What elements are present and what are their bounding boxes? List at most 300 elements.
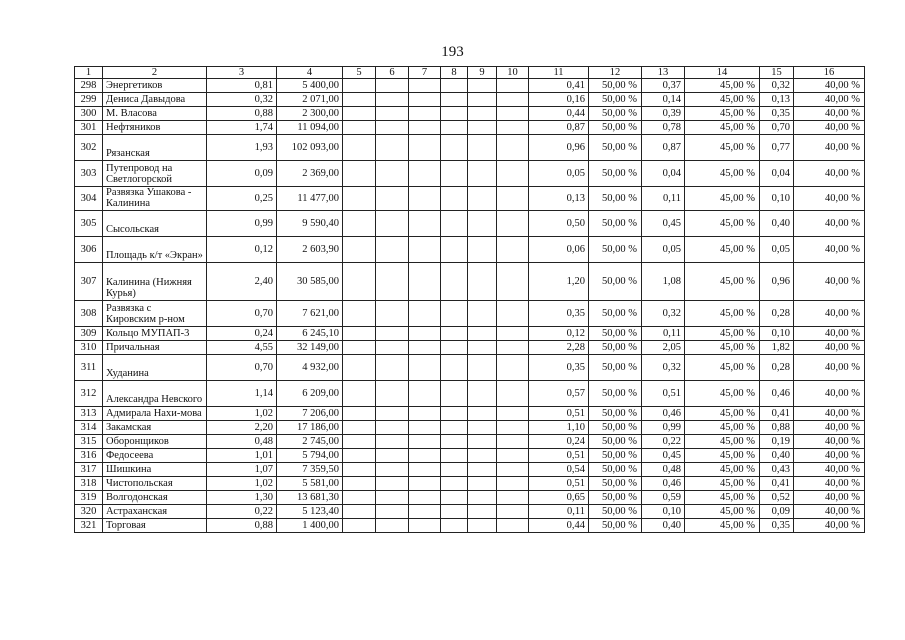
value-col-11: 0,35 [529, 301, 589, 327]
value-col-15: 0,88 [760, 421, 794, 435]
empty-cell [497, 187, 529, 211]
empty-cell [468, 463, 497, 477]
table-row [75, 355, 865, 381]
empty-cell [468, 449, 497, 463]
column-header: 12 [589, 67, 642, 79]
value-col-13: 0,46 [642, 477, 685, 491]
value-col-11: 0,16 [529, 93, 589, 107]
empty-cell [497, 107, 529, 121]
empty-cell [409, 505, 441, 519]
percent-col-14: 45,00 % [685, 93, 760, 107]
value-col-11: 1,10 [529, 421, 589, 435]
value-col-13: 0,05 [642, 237, 685, 263]
empty-cell [441, 187, 468, 211]
value-col-11: 0,57 [529, 381, 589, 407]
empty-cell [497, 407, 529, 421]
empty-cell [343, 421, 376, 435]
value-col-11: 0,96 [529, 135, 589, 161]
table-row [75, 449, 865, 463]
row-number: 304 [75, 187, 103, 211]
percent-col-14: 45,00 % [685, 435, 760, 449]
empty-cell [441, 407, 468, 421]
empty-cell [468, 477, 497, 491]
value-col-15: 0,41 [760, 477, 794, 491]
row-number: 303 [75, 161, 103, 187]
empty-cell [468, 327, 497, 341]
percent-col-16: 40,00 % [794, 237, 865, 263]
value-col-15: 1,82 [760, 341, 794, 355]
row-number: 310 [75, 341, 103, 355]
column-header: 8 [441, 67, 468, 79]
empty-cell [497, 135, 529, 161]
area-value: 5 400,00 [277, 79, 343, 93]
value-col-13: 0,39 [642, 107, 685, 121]
length-value: 0,32 [207, 93, 277, 107]
street-name: Путепровод на Светлогорской [103, 161, 207, 187]
area-value: 11 094,00 [277, 121, 343, 135]
percent-col-16: 40,00 % [794, 121, 865, 135]
empty-cell [441, 463, 468, 477]
value-col-13: 0,40 [642, 519, 685, 533]
area-value: 5 581,00 [277, 477, 343, 491]
percent-col-14: 45,00 % [685, 327, 760, 341]
empty-cell [441, 341, 468, 355]
percent-col-12: 50,00 % [589, 121, 642, 135]
empty-cell [497, 79, 529, 93]
empty-cell [409, 381, 441, 407]
empty-cell [497, 421, 529, 435]
percent-col-14: 45,00 % [685, 121, 760, 135]
table-row [75, 211, 865, 237]
length-value: 0,24 [207, 327, 277, 341]
value-col-13: 0,78 [642, 121, 685, 135]
row-number: 305 [75, 211, 103, 237]
empty-cell [468, 121, 497, 135]
street-name: Астраханская [103, 505, 207, 519]
street-name: Федосеева [103, 449, 207, 463]
percent-col-14: 45,00 % [685, 135, 760, 161]
empty-cell [409, 161, 441, 187]
value-col-13: 0,32 [642, 355, 685, 381]
street-name: Калинина (Нижняя Курья) [103, 263, 207, 301]
empty-cell [343, 435, 376, 449]
value-col-11: 0,05 [529, 161, 589, 187]
empty-cell [468, 135, 497, 161]
percent-col-14: 45,00 % [685, 211, 760, 237]
percent-col-12: 50,00 % [589, 491, 642, 505]
value-col-15: 0,96 [760, 263, 794, 301]
empty-cell [441, 93, 468, 107]
street-name: Закамская [103, 421, 207, 435]
percent-col-14: 45,00 % [685, 505, 760, 519]
value-col-13: 2,05 [642, 341, 685, 355]
column-header: 13 [642, 67, 685, 79]
empty-cell [409, 491, 441, 505]
empty-cell [409, 327, 441, 341]
empty-cell [441, 381, 468, 407]
percent-col-12: 50,00 % [589, 161, 642, 187]
length-value: 2,20 [207, 421, 277, 435]
empty-cell [468, 435, 497, 449]
value-col-11: 0,13 [529, 187, 589, 211]
data-table [74, 66, 865, 533]
empty-cell [497, 381, 529, 407]
percent-col-16: 40,00 % [794, 327, 865, 341]
empty-cell [376, 301, 409, 327]
value-col-13: 0,59 [642, 491, 685, 505]
street-name: Энергетиков [103, 79, 207, 93]
length-value: 4,55 [207, 341, 277, 355]
empty-cell [441, 449, 468, 463]
value-col-13: 0,45 [642, 211, 685, 237]
empty-cell [376, 107, 409, 121]
empty-cell [343, 477, 376, 491]
percent-col-12: 50,00 % [589, 237, 642, 263]
length-value: 0,48 [207, 435, 277, 449]
row-number: 317 [75, 463, 103, 477]
area-value: 5 794,00 [277, 449, 343, 463]
percent-col-12: 50,00 % [589, 79, 642, 93]
empty-cell [497, 211, 529, 237]
percent-col-16: 40,00 % [794, 491, 865, 505]
percent-col-12: 50,00 % [589, 135, 642, 161]
street-name: Площадь к/т «Экран» [103, 237, 207, 263]
column-header: 10 [497, 67, 529, 79]
percent-col-14: 45,00 % [685, 301, 760, 327]
row-number: 300 [75, 107, 103, 121]
table-row [75, 237, 865, 263]
percent-col-12: 50,00 % [589, 301, 642, 327]
area-value: 5 123,40 [277, 505, 343, 519]
empty-cell [497, 121, 529, 135]
empty-cell [409, 421, 441, 435]
empty-cell [441, 519, 468, 533]
length-value: 2,40 [207, 263, 277, 301]
row-number: 311 [75, 355, 103, 381]
empty-cell [376, 421, 409, 435]
area-value: 7 359,50 [277, 463, 343, 477]
row-number: 298 [75, 79, 103, 93]
empty-cell [376, 435, 409, 449]
column-header: 3 [207, 67, 277, 79]
length-value: 1,01 [207, 449, 277, 463]
percent-col-14: 45,00 % [685, 519, 760, 533]
percent-col-12: 50,00 % [589, 463, 642, 477]
percent-col-14: 45,00 % [685, 237, 760, 263]
empty-cell [409, 93, 441, 107]
value-col-15: 0,13 [760, 93, 794, 107]
value-col-15: 0,40 [760, 449, 794, 463]
percent-col-14: 45,00 % [685, 355, 760, 381]
percent-col-12: 50,00 % [589, 381, 642, 407]
length-value: 1,14 [207, 381, 277, 407]
street-name: М. Власова [103, 107, 207, 121]
empty-cell [497, 463, 529, 477]
empty-cell [376, 327, 409, 341]
area-value: 2 603,90 [277, 237, 343, 263]
empty-cell [343, 263, 376, 301]
value-col-15: 0,43 [760, 463, 794, 477]
length-value: 0,81 [207, 79, 277, 93]
empty-cell [376, 407, 409, 421]
percent-col-16: 40,00 % [794, 301, 865, 327]
row-number: 308 [75, 301, 103, 327]
empty-cell [376, 449, 409, 463]
value-col-11: 0,35 [529, 355, 589, 381]
percent-col-12: 50,00 % [589, 93, 642, 107]
value-col-13: 0,87 [642, 135, 685, 161]
empty-cell [497, 505, 529, 519]
table-row [75, 107, 865, 121]
empty-cell [497, 301, 529, 327]
length-value: 1,74 [207, 121, 277, 135]
empty-cell [441, 421, 468, 435]
empty-cell [376, 381, 409, 407]
row-number: 302 [75, 135, 103, 161]
street-name: Торговая [103, 519, 207, 533]
street-name: Шишкина [103, 463, 207, 477]
empty-cell [441, 355, 468, 381]
empty-cell [376, 491, 409, 505]
area-value: 32 149,00 [277, 341, 343, 355]
street-name: Нефтяников [103, 121, 207, 135]
column-header: 14 [685, 67, 760, 79]
table-row [75, 477, 865, 491]
street-name: Кольцо МУПАП-3 [103, 327, 207, 341]
percent-col-16: 40,00 % [794, 477, 865, 491]
percent-col-14: 45,00 % [685, 477, 760, 491]
percent-col-16: 40,00 % [794, 341, 865, 355]
empty-cell [497, 477, 529, 491]
area-value: 4 932,00 [277, 355, 343, 381]
row-number: 315 [75, 435, 103, 449]
value-col-15: 0,40 [760, 211, 794, 237]
percent-col-14: 45,00 % [685, 463, 760, 477]
empty-cell [376, 237, 409, 263]
value-col-11: 2,28 [529, 341, 589, 355]
empty-cell [343, 327, 376, 341]
empty-cell [441, 211, 468, 237]
value-col-15: 0,09 [760, 505, 794, 519]
percent-col-16: 40,00 % [794, 407, 865, 421]
value-col-11: 0,44 [529, 519, 589, 533]
percent-col-14: 45,00 % [685, 421, 760, 435]
empty-cell [468, 211, 497, 237]
length-value: 1,02 [207, 477, 277, 491]
empty-cell [343, 491, 376, 505]
percent-col-12: 50,00 % [589, 341, 642, 355]
empty-cell [497, 355, 529, 381]
percent-col-14: 45,00 % [685, 381, 760, 407]
row-number: 319 [75, 491, 103, 505]
empty-cell [441, 79, 468, 93]
percent-col-12: 50,00 % [589, 187, 642, 211]
empty-cell [468, 93, 497, 107]
empty-cell [497, 435, 529, 449]
empty-cell [376, 121, 409, 135]
length-value: 0,99 [207, 211, 277, 237]
length-value: 1,93 [207, 135, 277, 161]
percent-col-12: 50,00 % [589, 211, 642, 237]
empty-cell [409, 107, 441, 121]
column-header: 16 [794, 67, 865, 79]
value-col-15: 0,35 [760, 107, 794, 121]
area-value: 2 369,00 [277, 161, 343, 187]
empty-cell [343, 161, 376, 187]
table-row [75, 463, 865, 477]
value-col-13: 0,45 [642, 449, 685, 463]
empty-cell [441, 263, 468, 301]
value-col-15: 0,35 [760, 519, 794, 533]
percent-col-12: 50,00 % [589, 107, 642, 121]
street-name: Волгодонская [103, 491, 207, 505]
empty-cell [497, 341, 529, 355]
row-number: 321 [75, 519, 103, 533]
empty-cell [409, 187, 441, 211]
empty-cell [343, 79, 376, 93]
empty-cell [409, 463, 441, 477]
column-header: 1 [75, 67, 103, 79]
value-col-13: 0,04 [642, 161, 685, 187]
percent-col-14: 45,00 % [685, 107, 760, 121]
empty-cell [343, 187, 376, 211]
percent-col-16: 40,00 % [794, 79, 865, 93]
street-name: Чистопольская [103, 477, 207, 491]
value-col-15: 0,28 [760, 301, 794, 327]
percent-col-14: 45,00 % [685, 161, 760, 187]
percent-col-14: 45,00 % [685, 341, 760, 355]
empty-cell [376, 263, 409, 301]
street-name: Развязка Ушакова - Калинина [103, 187, 207, 211]
row-number: 314 [75, 421, 103, 435]
empty-cell [468, 107, 497, 121]
empty-cell [343, 355, 376, 381]
value-col-13: 0,10 [642, 505, 685, 519]
length-value: 1,02 [207, 407, 277, 421]
value-col-11: 1,20 [529, 263, 589, 301]
empty-cell [497, 263, 529, 301]
length-value: 0,25 [207, 187, 277, 211]
table-row [75, 327, 865, 341]
empty-cell [468, 421, 497, 435]
empty-cell [497, 93, 529, 107]
empty-cell [441, 301, 468, 327]
empty-cell [409, 263, 441, 301]
empty-cell [441, 237, 468, 263]
empty-cell [441, 477, 468, 491]
empty-cell [409, 435, 441, 449]
value-col-11: 0,51 [529, 449, 589, 463]
column-header: 6 [376, 67, 409, 79]
percent-col-12: 50,00 % [589, 407, 642, 421]
value-col-15: 0,05 [760, 237, 794, 263]
area-value: 2 300,00 [277, 107, 343, 121]
value-col-11: 0,50 [529, 211, 589, 237]
header-row [75, 67, 865, 79]
table-row [75, 435, 865, 449]
percent-col-16: 40,00 % [794, 263, 865, 301]
row-number: 320 [75, 505, 103, 519]
value-col-13: 0,51 [642, 381, 685, 407]
value-col-13: 0,11 [642, 327, 685, 341]
street-name: Худанина [103, 355, 207, 381]
value-col-13: 0,22 [642, 435, 685, 449]
table-row [75, 519, 865, 533]
percent-col-12: 50,00 % [589, 505, 642, 519]
empty-cell [468, 505, 497, 519]
empty-cell [343, 407, 376, 421]
percent-col-16: 40,00 % [794, 421, 865, 435]
column-header: 15 [760, 67, 794, 79]
column-header: 9 [468, 67, 497, 79]
value-col-13: 0,99 [642, 421, 685, 435]
value-col-15: 0,52 [760, 491, 794, 505]
empty-cell [343, 301, 376, 327]
empty-cell [376, 211, 409, 237]
percent-col-12: 50,00 % [589, 435, 642, 449]
empty-cell [343, 211, 376, 237]
column-header: 7 [409, 67, 441, 79]
percent-col-14: 45,00 % [685, 449, 760, 463]
percent-col-12: 50,00 % [589, 421, 642, 435]
row-number: 312 [75, 381, 103, 407]
percent-col-16: 40,00 % [794, 519, 865, 533]
value-col-11: 0,24 [529, 435, 589, 449]
table-row [75, 407, 865, 421]
empty-cell [441, 107, 468, 121]
empty-cell [409, 407, 441, 421]
row-number: 299 [75, 93, 103, 107]
value-col-15: 0,28 [760, 355, 794, 381]
empty-cell [376, 477, 409, 491]
percent-col-16: 40,00 % [794, 435, 865, 449]
percent-col-12: 50,00 % [589, 327, 642, 341]
percent-col-14: 45,00 % [685, 79, 760, 93]
table-row [75, 93, 865, 107]
street-name: Причальная [103, 341, 207, 355]
value-col-15: 0,32 [760, 79, 794, 93]
value-col-15: 0,10 [760, 327, 794, 341]
table-row [75, 121, 865, 135]
length-value: 0,22 [207, 505, 277, 519]
percent-col-14: 45,00 % [685, 187, 760, 211]
column-header: 4 [277, 67, 343, 79]
empty-cell [376, 341, 409, 355]
street-name: Сысольская [103, 211, 207, 237]
empty-cell [376, 93, 409, 107]
empty-cell [343, 519, 376, 533]
empty-cell [441, 491, 468, 505]
empty-cell [409, 477, 441, 491]
empty-cell [497, 519, 529, 533]
empty-cell [441, 135, 468, 161]
length-value: 0,09 [207, 161, 277, 187]
value-col-13: 0,11 [642, 187, 685, 211]
area-value: 6 245,10 [277, 327, 343, 341]
value-col-15: 0,10 [760, 187, 794, 211]
empty-cell [343, 341, 376, 355]
value-col-11: 0,54 [529, 463, 589, 477]
percent-col-14: 45,00 % [685, 491, 760, 505]
table-row [75, 491, 865, 505]
empty-cell [468, 355, 497, 381]
value-col-13: 0,32 [642, 301, 685, 327]
empty-cell [468, 301, 497, 327]
empty-cell [497, 449, 529, 463]
empty-cell [409, 519, 441, 533]
empty-cell [409, 341, 441, 355]
table-row [75, 263, 865, 301]
